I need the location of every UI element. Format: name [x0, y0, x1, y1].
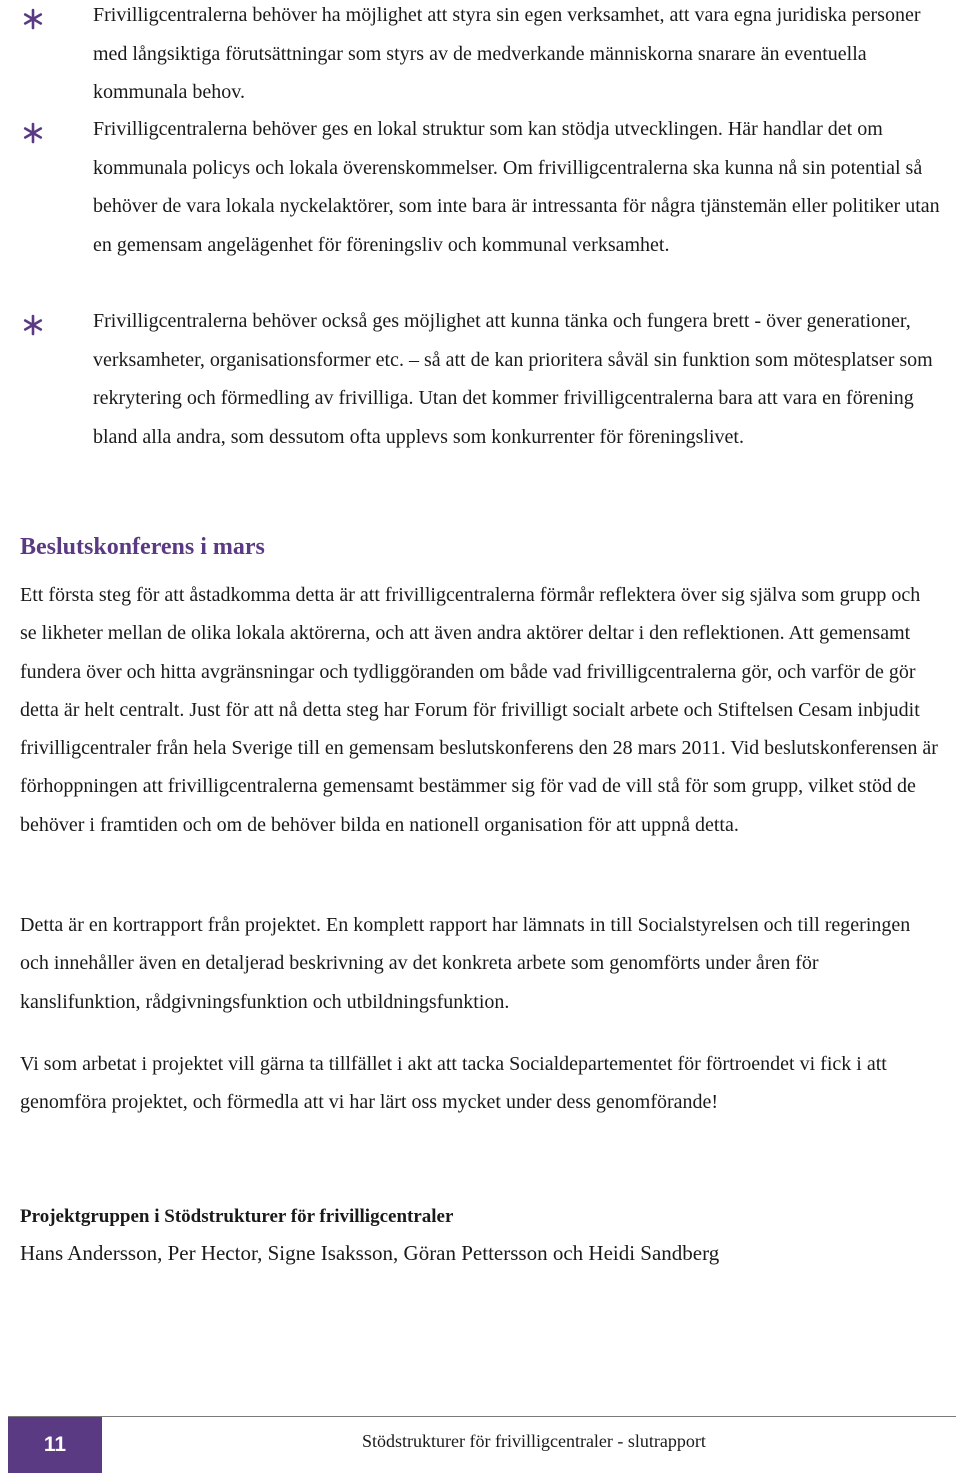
body-paragraph: Ett första steg för att åstadkomma detta är att frivilligcentralerna förmår reflektera över sig själva som grupp och se likheter mellan de olika lokala aktörerna, och att även andra aktörer deltar i den reflektionen. Att gemensamt fundera över och hitta avgränsningar och tydliggöranden om både vad frivilligcentralerna gör, och varför de gör detta är helt centralt. Just för att nå detta steg har Forum för frivilligt socialt arbete och Stiftelsen Cesam inbjudit frivilligcentraler från hela Sverige till en gemensam beslutskonferens den 28 mars 2011. Vid beslutskonferensen är förhoppningen att frivilligcentralerna gemensamt bestämmer sig för vad de vill stå för som grupp, vilket stöd de behöver i framtiden och om de behöver bilda en nationell organisation för att uppnå detta.	[20, 584, 938, 836]
section-heading: Beslutskonferens i mars	[20, 534, 265, 560]
footer-title: Stödstrukturer för frivilligcentraler - slutrapport	[362, 1431, 706, 1451]
body-paragraph: Vi som arbetat i projektet vill gärna ta tillfället i akt att tacka Socialdepartementet för förtroendet vi fick i att genomföra projektet, och förmedla att vi har lärt oss mycket under dess genomförande!	[20, 1053, 887, 1114]
bullet-text: Frivilligcentralerna behöver också ges möjlighet att kunna tänka och fungera brett - över generationer, verksamheter, organisationsformer etc. – så att de kan prioritera såväl sin funktion som mötesplatser som rekrytering och förmedling av frivilliga. Utan det kommer frivilligcentralerna bara att vara en förening bland alla andra, som dessutom ofta upplevs som konkurrenter för föreningslivet.	[93, 310, 933, 448]
asterisk-bullet-icon	[20, 312, 46, 338]
asterisk-bullet-icon	[20, 6, 46, 32]
signature-title: Projektgruppen i Stödstrukturer för frivilligcentraler	[20, 1206, 454, 1227]
footer-divider	[8, 1416, 956, 1417]
asterisk-bullet-icon	[20, 120, 46, 146]
signature-names: Hans Andersson, Per Hector, Signe Isaksson, Göran Pettersson och Heidi Sandberg	[20, 1241, 720, 1265]
bullet-text: Frivilligcentralerna behöver ha möjlighet att styra sin egen verksamhet, att vara egna juridiska personer med långsiktiga förutsättningar som styrs av de medverkande människorna snarare än eventuella kommunala behov.	[93, 4, 921, 103]
bullet-text: Frivilligcentralerna behöver ges en lokal struktur som kan stödja utvecklingen. Här handlar det om kommunala policys och lokala överenskommelser. Om frivilligcentralerna ska kunna nå sin potential så behöver de vara lokala nyckelaktörer, som inte bara är intressanta för några tjänstemän eller politiker utan en gemensam angelägenhet för föreningsliv och kommunal verksamhet.	[93, 118, 940, 256]
body-paragraph: Detta är en kortrapport från projektet. En komplett rapport har lämnats in till Socialstyrelsen och till regeringen och innehåller även en detaljerad beskrivning av det konkreta arbete som genomförts under åren för kanslifunktion, rådgivningsfunktion och utbildningsfunktion.	[20, 914, 911, 1013]
page-number-badge: 11	[8, 1417, 102, 1473]
